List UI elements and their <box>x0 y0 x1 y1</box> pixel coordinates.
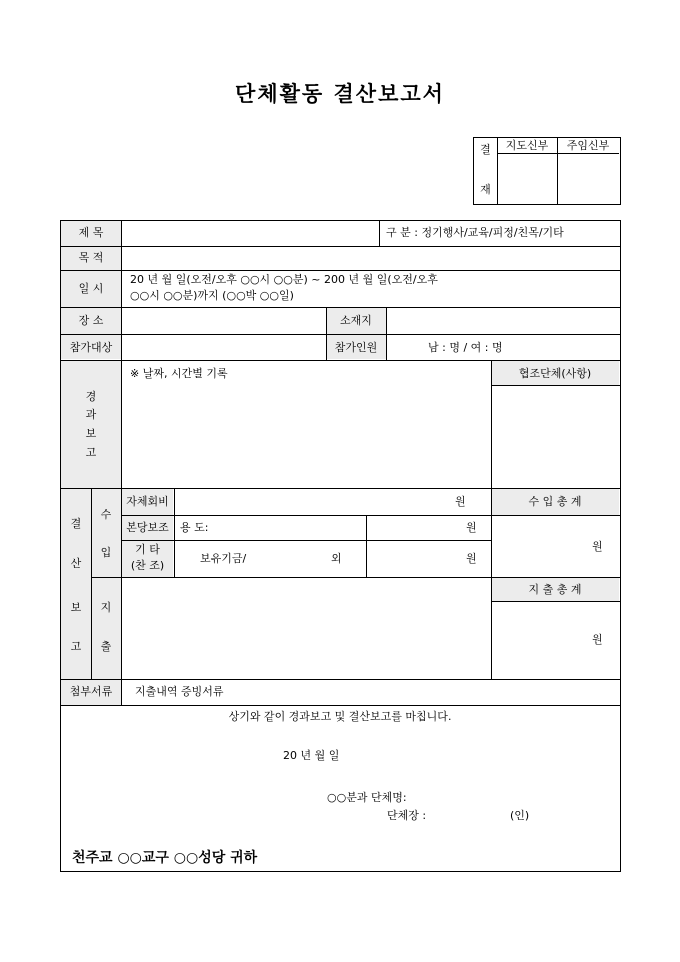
other-suffix: 외 <box>331 552 342 565</box>
target-label: 참가대상 <box>69 341 113 354</box>
approval-pastor: 주임신부 <box>566 139 610 152</box>
progress-field[interactable] <box>122 385 490 485</box>
other-label-1: 기 타 <box>135 543 160 556</box>
location-field[interactable] <box>387 311 618 331</box>
place-label: 장 소 <box>78 314 104 327</box>
target-field[interactable] <box>122 338 325 358</box>
addressee: 천주교 ○○교구 ○○성당 귀하 <box>72 850 258 866</box>
progress-label-4: 고 <box>85 446 97 459</box>
progress-label-2: 과 <box>85 408 97 421</box>
attachment-value: 지출내역 증빙서류 <box>135 685 224 698</box>
report-date: 20 년 월 일 <box>283 749 340 762</box>
document-title: 단체활동 결산보고서 <box>235 81 445 106</box>
expense-total-won: 원 <box>592 633 603 646</box>
branch-group-name: ○○분과 단체명: <box>327 791 407 804</box>
purpose-field[interactable] <box>122 251 618 267</box>
purpose-label: 목 적 <box>78 251 104 264</box>
subject-label: 제 목 <box>78 226 104 239</box>
approval-director: 지도신부 <box>505 139 549 152</box>
hq-support-won: 원 <box>466 521 477 534</box>
approval-label-top: 결 <box>480 143 491 156</box>
approval-label-bottom: 재 <box>480 183 491 196</box>
progress-label-1: 경 <box>85 390 97 403</box>
settlement-label-3: 보 <box>70 601 82 614</box>
location-label: 소재지 <box>340 314 372 327</box>
datetime-line1: 20 년 월 일(오전/오후 ○○시 ○○분) ~ 200 년 월 일(오전/오후 <box>130 273 438 286</box>
subject-field[interactable] <box>122 226 378 242</box>
other-label-2: (찬 조) <box>130 559 165 572</box>
progress-note: ※ 날짜, 시간별 기록 <box>130 367 228 380</box>
coop-field[interactable] <box>492 386 618 486</box>
settlement-label-2: 산 <box>70 557 82 570</box>
count-value: 남 : 명 / 여 : 명 <box>428 341 503 354</box>
hq-support-label: 본당보조 <box>126 521 169 534</box>
seal-mark: (인) <box>510 809 530 822</box>
expense-label-1: 지 <box>100 601 112 614</box>
income-label-2: 입 <box>100 546 112 559</box>
attachment-label: 첨부서류 <box>69 685 113 698</box>
category-options: 구 분 : 정기행사/교육/피정/친목/기타 <box>386 226 564 239</box>
closing-statement: 상기와 같이 경과보고 및 결산보고를 마칩니다. <box>228 710 452 723</box>
usage-label: 용 도: <box>180 521 209 534</box>
expense-detail-field[interactable] <box>122 579 490 677</box>
expense-label-2: 출 <box>100 640 112 653</box>
datetime-label: 일 시 <box>78 282 104 295</box>
datetime-line2: ○○시 ○○분)까지 (○○박 ○○일) <box>130 289 294 302</box>
count-label: 참가인원 <box>334 341 378 354</box>
income-label-1: 수 <box>100 508 112 521</box>
own-fee-won: 원 <box>455 495 466 508</box>
income-total-label: 수 입 총 계 <box>528 495 582 508</box>
own-fee-label: 자체회비 <box>126 495 169 508</box>
settlement-label-4: 고 <box>70 640 82 653</box>
other-won: 원 <box>466 552 477 565</box>
coop-label: 협조단체(사항) <box>518 367 592 380</box>
settlement-label-1: 결 <box>70 517 82 530</box>
income-total-won: 원 <box>592 540 603 553</box>
group-head-label: 단체장 : <box>387 809 427 822</box>
progress-label-3: 보 <box>85 427 97 440</box>
donation-text: 보유기금/ <box>200 552 247 565</box>
expense-total-label: 지 출 총 계 <box>528 583 582 596</box>
place-field[interactable] <box>122 311 325 331</box>
